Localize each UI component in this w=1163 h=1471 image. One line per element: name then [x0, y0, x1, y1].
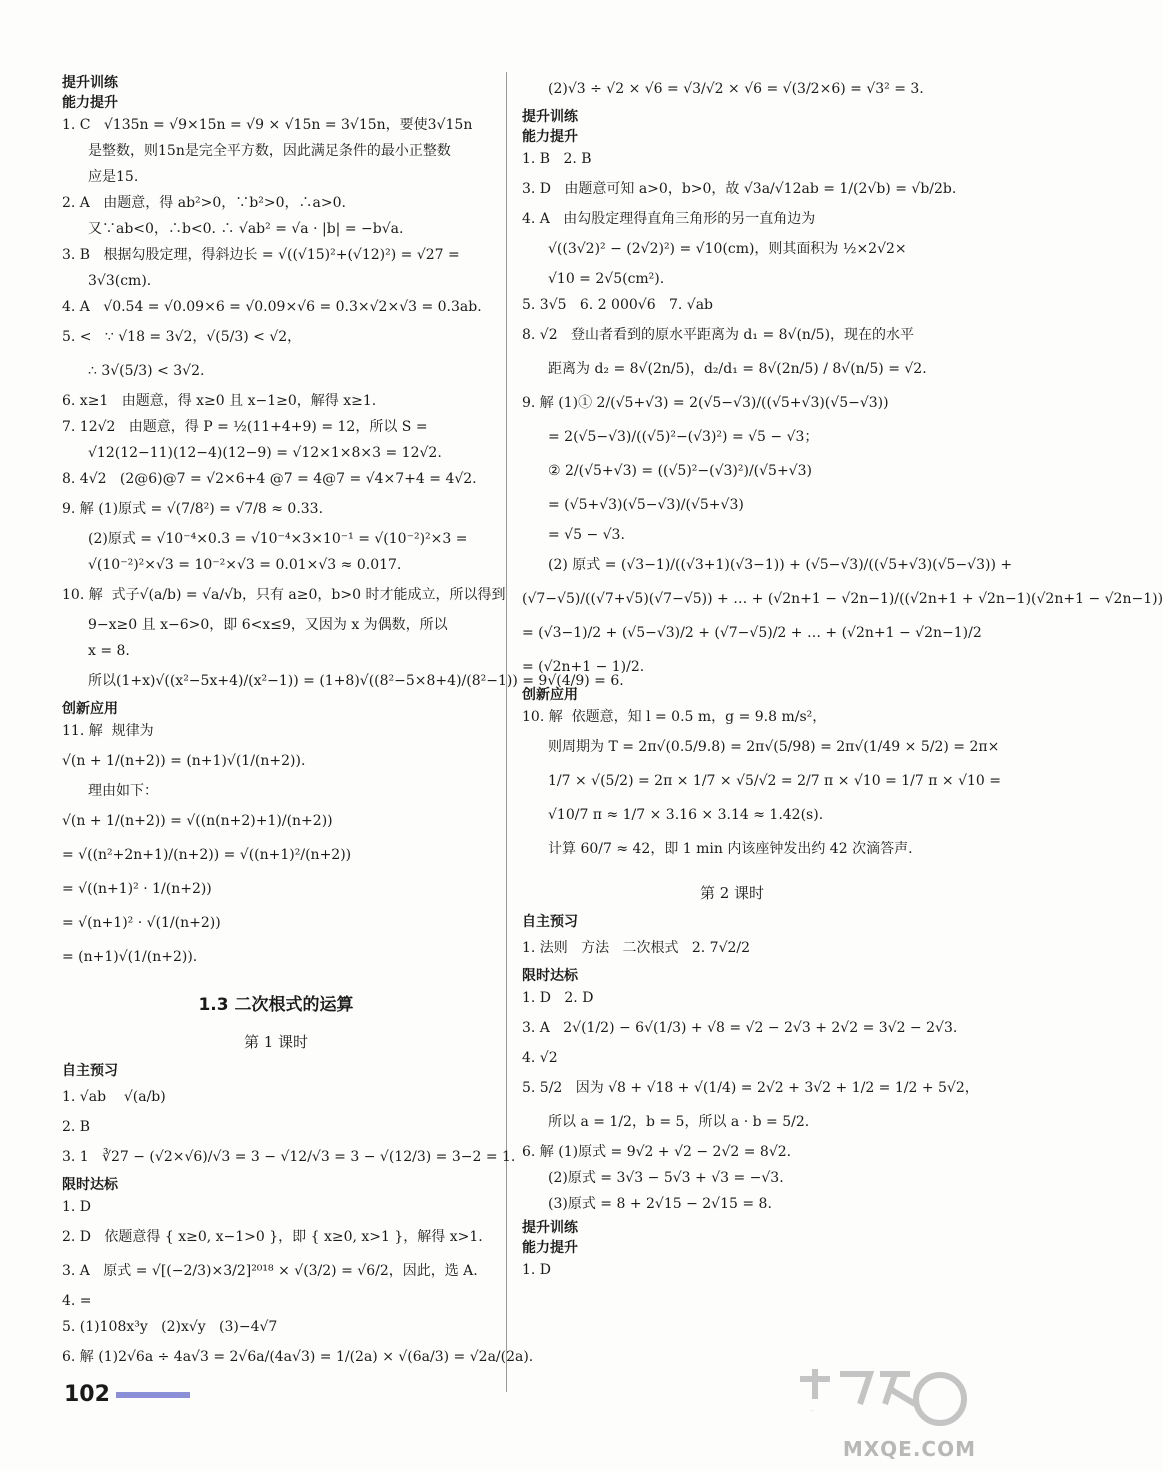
answer-line: 6. x≥1 由题意，得 x≥0 且 x−1≥0，解得 x≥1.: [62, 393, 377, 409]
answer-block: [522, 985, 979, 1217]
answer-line: = (n+1)√(1/(n+2)).: [62, 949, 198, 965]
answer-line: (2)√3 ÷ √2 × √6 = √3/√2 × √6 = √(3/2×6) = √3² = 3.: [548, 81, 924, 97]
section-heading: 创新应用: [522, 687, 578, 703]
section-heading: 自主预习: [522, 914, 578, 930]
answer-line: = (√5+√3)(√5−√3)/(√5+√3): [548, 497, 744, 513]
answer-line: 3. B 根据勾股定理，得斜边长 = √((√15)²+(√12)²) = √27 =: [62, 247, 460, 263]
answer-line: 则周期为 T = 2π√(0.5/9.8) = 2π√(5/98) = 2π√(1/49 × 5/2) = 2π×: [548, 739, 1000, 755]
answer-line: √((3√2)² − (2√2)²) = √10(cm)，则其面积为 ½×2√2×: [548, 241, 907, 257]
answer-line: (√7−√5)/((√7+√5)(√7−√5)) + … + (√2n+1 − √2n−1)/((√2n+1 + √2n−1)(√2n+1 − √2n−1)): [522, 591, 1163, 607]
answer-line: 1. D 2. D: [522, 990, 594, 1006]
chapter-title: 1.3 二次根式的运算: [198, 995, 354, 1015]
page-number: 102: [64, 1382, 110, 1407]
answer-line: 2. D 依题意得 { x≥0, x−1>0 }，即 { x≥0, x>1 }，解得 x>1.: [62, 1229, 483, 1245]
answer-line: 7. 12√2 由题意，得 P = ½(11+4+9) = 12，所以 S =: [62, 419, 428, 435]
answer-line: 3√3(cm).: [88, 273, 152, 289]
answer-line: 3. D 由题意可知 a>0，b>0，故 √3a/√12ab = 1/(2√b) = √b/2b.: [522, 181, 957, 197]
answer-line: √12(12−11)(12−4)(12−9) = √12×1×8×3 = 12√2.: [88, 445, 442, 461]
answer-line: 理由如下：: [88, 783, 158, 799]
answer-line: 1. 法则 方法 二次根式 2. 7√2/2: [522, 940, 751, 956]
answer-block: [522, 1257, 942, 1283]
answer-line: 5. 5/2 因为 √8 + √18 + √(1/4) = 2√2 + 3√2 + 1/2 = 1/2 + 5√2，: [522, 1080, 979, 1096]
answer-line: 所以 a = 1/2，b = 5，所以 a · b = 5/2.: [548, 1114, 810, 1130]
answer-line: 11. 解 规律为: [62, 723, 154, 739]
section-heading: 提升训练: [522, 1220, 578, 1236]
answer-line: 3. A 2√(1/2) − 6√(1/3) + √8 = √2 − 2√3 + 2√2 = 3√2 − 2√3.: [522, 1020, 958, 1036]
answer-line: 2. A 由题意，得 ab²>0，∵b²>0，∴a>0.: [62, 195, 346, 211]
page-number-bar: [116, 1392, 190, 1398]
section-heading: 限时达标: [522, 968, 578, 984]
answer-block: [62, 1080, 516, 1174]
answer-line: 5. < ∵ √18 = 3√2，√(5/3) < √2，: [62, 329, 302, 345]
answer-line: 6. 解 (1)2√6a ÷ 4a√3 = 2√6a/(4a√3) = 1/(2a) × √(6a/3) = √2a/(2a).: [62, 1349, 534, 1365]
right-column: [522, 72, 1163, 1283]
answer-line: 1/7 × √(5/2) = 2π × 1/7 × √5/√2 = 2/7 π × √10 = 1/7 π × √10 =: [548, 773, 1001, 789]
answer-line: 距离为 d₂ = 8√(2n/5)，d₂/d₁ = 8√(2n/5) / 8√(n/5) = √2.: [548, 361, 927, 377]
answer-line: √10 = 2√5(cm²).: [548, 271, 665, 287]
answer-line: (2)原式 = √10⁻⁴×0.3 = √10⁻⁴×3×10⁻¹ = √(10⁻²)²×3 =: [88, 531, 468, 547]
answer-line: 所以(1+x)√((x²−5x+4)/(x²−1)) = (1+8)√((8²−5×8+4)/(8²−1)) = 9√(4/9) = 6.: [88, 673, 624, 689]
answer-line: = 2(√5−√3)/((√5)²−(√3)²) = √5 − √3；: [548, 429, 819, 445]
lesson-title: 第 2 课时: [699, 884, 765, 902]
answer-line: 10. 解 依题意，知 l = 0.5 m，g = 9.8 m/s²，: [522, 709, 827, 725]
answer-line: 4. √2: [522, 1050, 558, 1066]
answer-line: 9−x≥0 且 x−6>0，即 6<x≤9，又因为 x 为偶数，所以: [88, 617, 448, 633]
column-divider: [506, 72, 507, 1392]
section-heading: 提升训练: [62, 75, 118, 91]
answer-line: (2) 原式 = (√3−1)/((√3+1)(√3−1)) + (√5−√3)/((√5+√3)(√5−√3)) +: [548, 557, 1013, 573]
watermark-text: MXQE.COM: [842, 1437, 976, 1461]
answer-line: 6. 解 (1)原式 = 9√2 + √2 − 2√2 = 8√2.: [522, 1144, 792, 1160]
answer-line: 1. D: [62, 1199, 92, 1215]
answer-line: 4. =: [62, 1293, 92, 1309]
answer-line: 5. 3√5 6. 2 000√6 7. √ab: [522, 297, 713, 313]
section-heading: 创新应用: [62, 701, 118, 717]
answer-line: ② 2/(√5+√3) = ((√5)²−(√3)²)/(√5+√3): [548, 463, 812, 479]
section-heading: 限时达标: [62, 1177, 118, 1193]
answer-line: 3. A 原式 = √[(−2/3)×3/2]²⁰¹⁸ × √(3/2) = √6/2，因此，选 A.: [62, 1263, 478, 1279]
answer-line: 2. B: [62, 1119, 91, 1135]
answer-line: 3. 1 ∛27 − (√2×√6)/√3 = 3 − √12/√3 = 3 − √(12/3) = 3−2 = 1.: [62, 1149, 516, 1165]
answer-block: [522, 704, 1001, 866]
answer-line: = (√3−1)/2 + (√5−√3)/2 + (√7−√5)/2 + … + (√2n+1 − √2n−1)/2: [522, 625, 982, 641]
answer-line: √(n + 1/(n+2)) = (n+1)√(1/(n+2)).: [62, 753, 306, 769]
answer-line: √10/7 π ≈ 1/7 × 3.16 × 3.14 ≈ 1.42(s).: [548, 807, 824, 823]
answer-line: (3)原式 = 8 + 2√15 − 2√15 = 8.: [548, 1196, 772, 1212]
answer-line: 10. 解 式子√(a/b) = √a/√b，只有 a≥0，b>0 时才能成立，所以得到: [62, 587, 506, 603]
answer-line: 4. A √0.54 = √0.09×6 = √0.09×√6 = 0.3×√2×√3 = 0.3ab.: [62, 299, 482, 315]
answer-line: = √(n+1)² · √(1/(n+2)): [62, 915, 221, 931]
answer-block: [62, 718, 490, 974]
answer-block: [62, 1194, 534, 1374]
answer-line: ∴ 3√(5/3) < 3√2.: [88, 363, 205, 379]
answer-line: 计算 60/7 ≈ 42，即 1 min 内该座钟发出约 42 次滴答声.: [548, 841, 913, 857]
answer-line: 4. A 由勾股定理得直角三角形的另一直角边为: [522, 211, 816, 227]
answer-line: = √((n²+2n+1)/(n+2)) = √((n+1)²/(n+2)): [62, 847, 352, 863]
answer-line: 1. √ab √(a/b): [62, 1089, 166, 1105]
answer-line: 1. B 2. B: [522, 151, 592, 167]
answer-block: [522, 72, 942, 106]
answer-line: 1. C √135n = √9×15n = √9 × √15n = 3√15n，要使3√15n: [62, 117, 473, 133]
answer-line: = √((n+1)² · 1/(n+2)): [62, 881, 212, 897]
answer-line: √(n + 1/(n+2)) = √((n(n+2)+1)/(n+2)): [62, 813, 333, 829]
answer-line: 是整数，则15n是完全平方数，因此满足条件的最小正整数: [88, 143, 451, 159]
answer-line: 5. (1)108x³y (2)x√y (3)−4√7: [62, 1319, 278, 1335]
answer-line: x = 8.: [88, 643, 130, 659]
answer-line: = √5 − √3.: [548, 527, 625, 543]
answer-line: 9. 解 (1)原式 = √(7/8²) = √7/8 ≈ 0.33.: [62, 501, 324, 517]
section-heading: 自主预习: [62, 1063, 118, 1079]
answer-line: 8. 4√2 (2@6)@7 = √2×6+4 @7 = 4@7 = √4×7+4 = 4√2.: [62, 471, 477, 487]
answer-line: 1. D: [522, 1262, 552, 1278]
answer-line: 8. √2 登山者看到的原水平距离为 d₁ = 8√(n/5)，现在的水平: [522, 327, 915, 343]
section-subheading: 能力提升: [522, 1240, 578, 1256]
answer-block: [522, 931, 942, 965]
answer-block: [522, 146, 1163, 684]
watermark-label: 答案圈: [810, 1411, 813, 1412]
answer-line: √(10⁻²)²×√3 = 10⁻²×√3 = 0.01×√3 ≈ 0.017.: [88, 557, 402, 573]
answer-line: 9. 解 (1)① 2/(√5+√3) = 2(√5−√3)/((√5+√3)(√5−√3)): [522, 395, 889, 411]
answer-line: = (√2n+1 − 1)/2.: [522, 659, 645, 675]
answer-line: 又∵ab<0，∴b<0. ∴ √ab² = √a · |b| = −b√a.: [88, 221, 404, 237]
section-subheading: 能力提升: [62, 95, 118, 111]
lesson-title: 第 1 课时: [243, 1033, 309, 1051]
answer-line: 应是15.: [88, 169, 139, 185]
answer-line: (2)原式 = 3√3 − 5√3 + √3 = −√3.: [548, 1170, 784, 1186]
section-heading: 提升训练: [522, 109, 578, 125]
section-subheading: 能力提升: [522, 129, 578, 145]
